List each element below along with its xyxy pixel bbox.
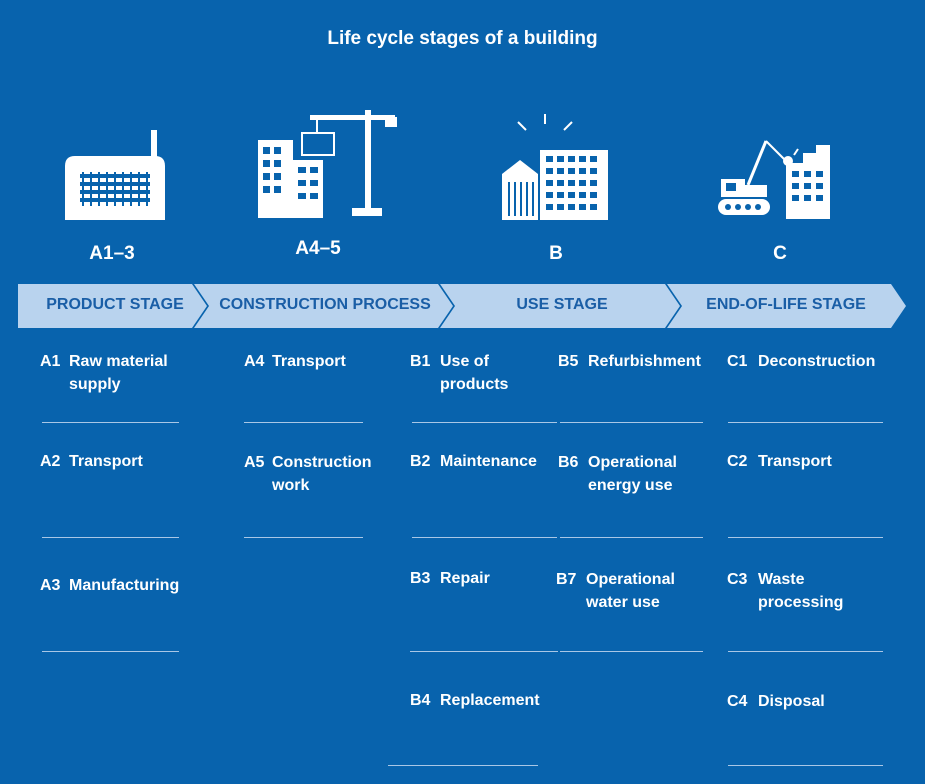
diagram-title: Life cycle stages of a building xyxy=(327,28,598,49)
item-c2 xyxy=(727,450,882,473)
divider xyxy=(42,651,179,652)
stage-code-c: C xyxy=(773,243,787,264)
item-label: Refurbishment xyxy=(588,353,701,370)
item-a1 xyxy=(40,350,190,396)
item-code: C3 xyxy=(727,571,748,588)
item-b7 xyxy=(556,568,701,614)
item-a2 xyxy=(40,450,190,473)
item-code: B4 xyxy=(410,692,431,709)
item-b4 xyxy=(410,689,555,712)
divider xyxy=(410,651,558,652)
item-label: Raw material supply xyxy=(69,353,168,393)
crane-building-icon xyxy=(255,105,400,220)
divider xyxy=(412,537,557,538)
divider xyxy=(412,422,557,423)
divider xyxy=(244,422,363,423)
stage-code-a1-3: A1–3 xyxy=(89,243,135,264)
divider xyxy=(728,651,883,652)
divider xyxy=(560,537,703,538)
item-b1 xyxy=(410,350,555,396)
divider xyxy=(244,537,363,538)
item-code: A4 xyxy=(244,353,265,370)
chevron-label-use-stage: USE STAGE xyxy=(516,296,608,313)
item-code: C2 xyxy=(727,453,748,470)
item-label: Disposal xyxy=(758,693,825,710)
item-code: A5 xyxy=(244,454,265,471)
divider xyxy=(728,537,883,538)
item-label: Transport xyxy=(272,353,346,370)
item-c4 xyxy=(727,690,882,713)
item-code: B5 xyxy=(558,353,579,370)
item-a3 xyxy=(40,574,200,597)
item-code: B2 xyxy=(410,453,431,470)
item-c1 xyxy=(727,350,887,373)
divider xyxy=(42,422,179,423)
stage-code-b: B xyxy=(549,243,563,264)
divider xyxy=(388,765,538,766)
buildings-icon xyxy=(500,112,612,224)
item-b2 xyxy=(410,450,555,473)
factory-icon xyxy=(60,128,170,224)
item-label: Operational energy use xyxy=(588,454,677,494)
chevron-label-end-of-life-stage: END-OF-LIFE STAGE xyxy=(706,296,866,313)
item-code: B6 xyxy=(558,454,579,471)
item-a4 xyxy=(244,350,384,373)
item-label: Repair xyxy=(440,570,490,587)
item-code: A2 xyxy=(40,453,61,470)
item-code: B1 xyxy=(410,353,431,370)
item-label: Operational water use xyxy=(586,571,675,611)
item-code: B7 xyxy=(556,571,577,588)
item-label: Use of products xyxy=(440,353,509,393)
divider xyxy=(560,651,703,652)
item-label: Maintenance xyxy=(440,453,537,470)
item-b3 xyxy=(410,567,555,590)
item-label: Replacement xyxy=(440,692,540,709)
stage-code-a4-5: A4–5 xyxy=(295,238,341,259)
item-code: C1 xyxy=(727,353,748,370)
divider xyxy=(560,422,703,423)
item-label: Waste processing xyxy=(758,571,844,611)
divider xyxy=(728,765,883,766)
item-label: Transport xyxy=(758,453,832,470)
item-label: Deconstruction xyxy=(758,353,876,370)
divider xyxy=(42,537,179,538)
item-b6 xyxy=(558,451,703,497)
item-code: A3 xyxy=(40,577,61,594)
item-code: A1 xyxy=(40,353,61,370)
item-label: Construction work xyxy=(272,454,372,494)
item-label: Manufacturing xyxy=(69,577,180,594)
item-code: B3 xyxy=(410,570,431,587)
demolition-icon xyxy=(718,135,853,225)
item-c3 xyxy=(727,568,882,614)
chevron-label-construction-process: CONSTRUCTION PROCESS xyxy=(219,296,431,313)
item-a5 xyxy=(244,451,384,497)
chevron-label-product-stage: PRODUCT STAGE xyxy=(46,296,184,313)
item-label: Transport xyxy=(69,453,143,470)
item-code: C4 xyxy=(727,693,748,710)
divider xyxy=(728,422,883,423)
item-b5 xyxy=(558,350,713,373)
